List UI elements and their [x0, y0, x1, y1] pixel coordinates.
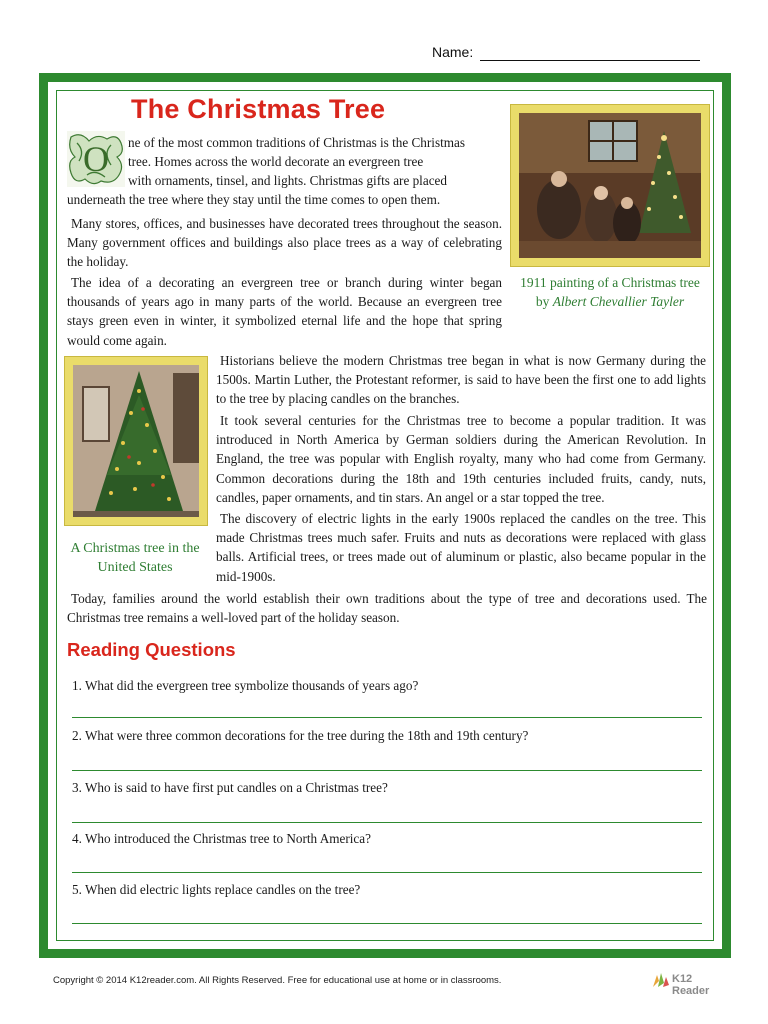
copyright-footer: Copyright © 2014 K12reader.com. All Rights Reserved. Free for educational use at home or in classrooms. — [53, 975, 502, 986]
paragraph-7: Today, families around the world establish their own traditions about the type of tree and decorations used. The Christmas tree remains a well-loved part of the holiday season. — [67, 591, 707, 626]
question-1: 1. What did the evergreen tree symbolize thousands of years ago? — [72, 678, 419, 693]
paragraph-2: Many stores, offices, and businesses have decorated trees throughout the season. Many government offices and buildings also place trees as a way of celebrating the holiday. — [67, 216, 502, 270]
name-field — [432, 44, 702, 64]
paragraph-5: It took several centuries for the Christmas tree to become a popular tradition. It was introduced in North America by German soldiers during the American Revolution. In England, the tree was popular with English royalty, many who had come from Germany. Common decorations during the 18th and 19th centuries included fruits, candy, nuts, candles, paper ornaments, and tin stars. An angel or a star topped the tree. — [216, 413, 706, 505]
k12-logo-text: K12 Reader — [672, 973, 710, 997]
answer-line-2[interactable] — [72, 770, 702, 771]
question-3: 3. Who is said to have first put candles on a Christmas tree? — [72, 780, 388, 795]
question-2: 2. What were three common decorations for the tree during the 18th and 19th century? — [72, 728, 529, 743]
christmas-tree-photo — [64, 356, 208, 526]
paragraph-3: The idea of a decorating an evergreen tree or branch during winter began thousands of years ago in many parts of the world. Because an evergreen tree stays green even in winter, it symbolized eternal life and the hope that spring would come again. — [67, 275, 502, 348]
answer-line-4[interactable] — [72, 872, 702, 873]
k12-reader-logo — [652, 969, 732, 997]
painting-caption-by: by — [535, 294, 550, 309]
photo-caption-line-1: A Christmas tree in the — [70, 541, 200, 556]
paragraph-4: Historians believe the modern Christmas tree began in what is now Germany during the 1500s. Martin Luther, the Protestant reformer, is said to have been the first one to add lights to the tree by placing candles on the branches. — [216, 353, 706, 407]
answer-line-3[interactable] — [72, 822, 702, 823]
reading-questions-title: Reading Questions — [67, 639, 236, 660]
answer-line-1[interactable] — [72, 717, 702, 718]
paragraph-1-line-1: ne of the most common traditions of Christmas is the Christmas — [128, 135, 465, 150]
question-5: 5. When did electric lights replace candles on the tree? — [72, 882, 361, 897]
paragraph-1-line-3: with ornaments, tinsel, and lights. Christmas gifts are placed — [128, 173, 448, 188]
name-blank-line — [480, 60, 700, 61]
paragraph-1-line-2: tree. Homes across the world decorate an evergreen tree — [128, 154, 424, 169]
answer-line-5[interactable] — [72, 923, 702, 924]
photo-caption-line-2: United States — [97, 560, 173, 575]
drop-cap-ornament — [67, 131, 125, 187]
name-label: Name: — [432, 44, 474, 60]
painting-caption-line-1: 1911 painting of a Christmas tree — [520, 275, 700, 290]
paragraph-6: The discovery of electric lights in the early 1900s replaced the candles on the tree. This made Christmas trees much safer. Fruits and nuts as decorations were replaced with glass balls. Artificial trees, or trees made out of aluminum or plastic, also became popular in the mid-1900s. — [216, 511, 706, 584]
drop-cap-letter: O — [83, 139, 109, 179]
k12-logo-icon — [652, 971, 670, 989]
question-4: 4. Who introduced the Christmas tree to North America? — [72, 831, 371, 846]
painting-artist: Albert Chevallier Tayler — [552, 294, 685, 309]
article-title: The Christmas Tree — [131, 94, 386, 124]
paragraph-1-line-4: underneath the tree where they stay until the time comes to open them. — [67, 192, 441, 207]
painting-caption-line-2 — [505, 292, 715, 311]
painting-image — [510, 104, 710, 267]
